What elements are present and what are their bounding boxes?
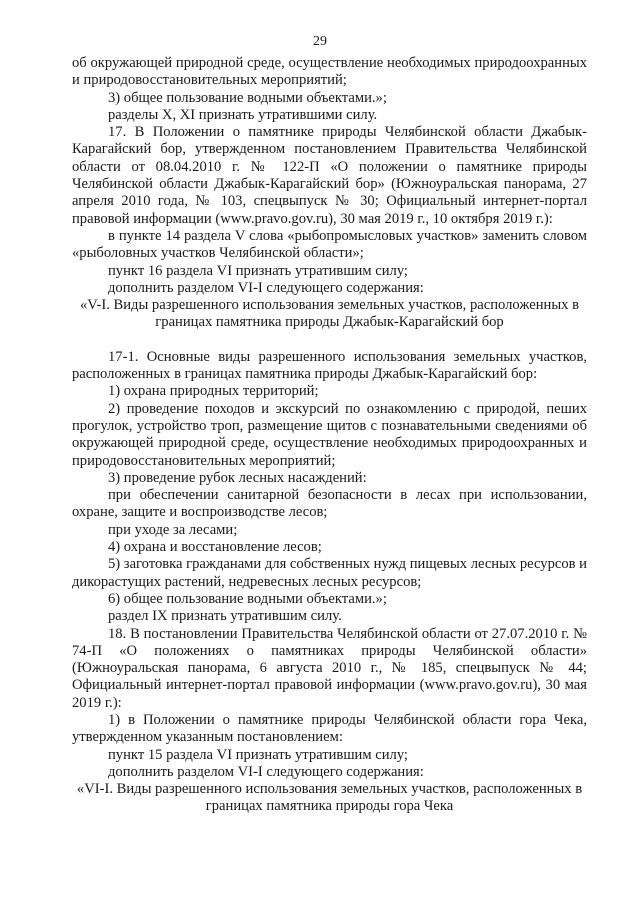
paragraph-continuation: об окружающей природной среде, осуществление необходимых природоохранных и природовосстановительных мероприятий;: [72, 55, 587, 89]
paragraph-list-item: 2) проведение походов и экскурсий по ознакомлению с природой, пеших прогулок, устройство троп, размещение щитов с познавательными сведениями об окружающей природной среде, осуществление необходимых природоохранных и природовосстановительных мероприятий;: [72, 400, 587, 469]
paragraph-list-item: 4) охрана и восстановление лесов;: [108, 539, 322, 556]
paragraph: пункт 16 раздела VI признать утратившим силу;: [108, 262, 408, 279]
section-heading: «VI-I. Виды разрешенного использования земельных участков, расположенных в границах памятника природы гора Чека: [76, 781, 583, 815]
paragraph-list-item: 6) общее пользование водными объектами.»;: [108, 590, 387, 607]
paragraph-clause-17-1: 17-1. Основные виды разрешенного использования земельных участков, расположенных в границах памятника природы Джабык-Карагайский бор:: [72, 348, 587, 383]
section-heading: «V-I. Виды разрешенного использования земельных участков, расположенных в границах памятника природы Джабык-Карагайский бор: [80, 297, 579, 331]
paragraph: при уходе за лесами;: [108, 521, 238, 538]
paragraph: при обеспечении санитарной безопасности в лесах при использовании, охране, защите и воспроизводстве лесов;: [72, 487, 587, 521]
paragraph-list-item: 5) заготовка гражданами для собственных нужд пищевых лесных ресурсов и дикорастущих растений, недревесных лесных ресурсов;: [72, 556, 587, 590]
page-number: 29: [313, 34, 327, 49]
document-body: [72, 55, 587, 816]
paragraph: пункт 15 раздела VI признать утратившим силу;: [108, 746, 408, 763]
paragraph: дополнить разделом VI-I следующего содержания:: [108, 763, 424, 780]
paragraph-list-item: 3) проведение рубок лесных насаждений:: [108, 469, 367, 486]
spacer: [72, 332, 587, 349]
paragraph: разделы X, XI признать утратившими силу.: [108, 106, 378, 123]
paragraph: в пункте 14 раздела V слова «рыбопромысловых участков» заменить словом «рыболовных участков Челябинской области»;: [72, 227, 587, 262]
paragraph-clause-18: 18. В постановлении Правительства Челябинской области от 27.07.2010 г. № 74-П «О положениях о памятниках природы Челябинской области» (Южноуральская панорама, 6 августа 2010 г., № 185, спецвыпуск № 44; Официальный интернет-портал правовой информации (www.pravo.gov.ru), 30 мая 2019 г.):: [72, 625, 587, 711]
paragraph: дополнить разделом VI-I следующего содержания:: [108, 279, 424, 296]
paragraph: раздел IX признать утратившим силу.: [108, 608, 342, 625]
paragraph-list-item: 1) в Положении о памятнике природы Челябинской области гора Чека, утвержденном указанным постановлением:: [72, 711, 587, 746]
paragraph-clause-17: 17. В Положении о памятнике природы Челябинской области Джабык-Карагайский бор, утвержденном постановлением Правительства Челябинской области от 08.04.2010 г. № 122-П «О положении о памятнике природы Челябинской области Джабык-Карагайский бор» (Южноуральская панорама, 27 апреля 2010 года, № 103, спецвыпуск № 30; Официальный интернет-портал правовой информации (www.pravo.gov.ru), 30 мая 2019 г., 10 октября 2019 г.):: [72, 124, 587, 227]
paragraph-list-item: 3) общее пользование водными объектами.»;: [108, 89, 387, 106]
paragraph-list-item: 1) охрана природных территорий;: [108, 383, 319, 400]
